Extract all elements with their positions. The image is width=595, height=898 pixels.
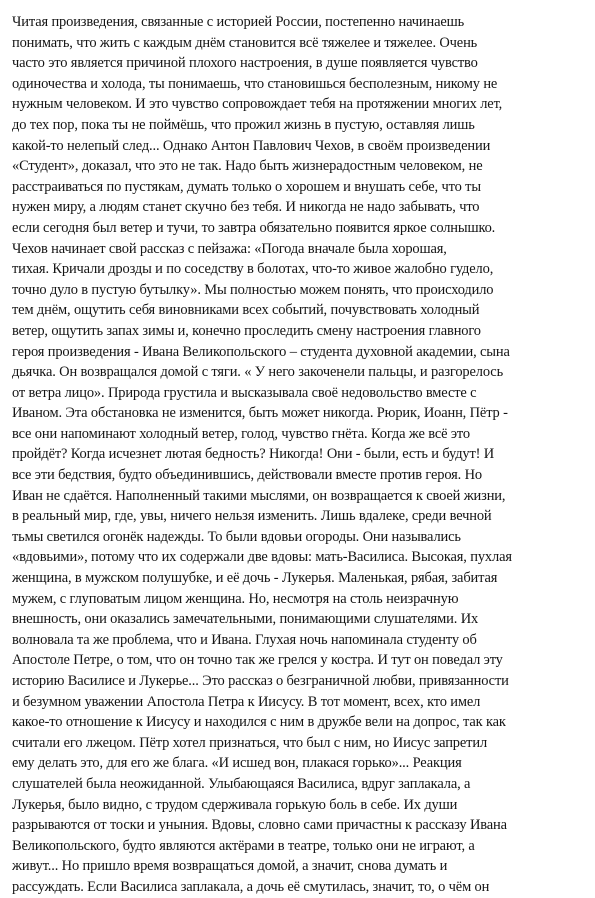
text-line: Великопольского, будто являются актёрами в театре, только они не играют, а (12, 837, 475, 854)
text-line: одиночества и холода, ты понимаешь, что становишься бесполезным, никому не (12, 75, 498, 92)
text-line: «Студент», доказал, что это не так. Надо быть жизнерадостным человеком, не (12, 158, 483, 175)
text-line: считали его лжецом. Пётр хотел признаться, что был с ним, но Иисус запретил (12, 734, 488, 751)
text-line: какой-то нелепый след... Однако Антон Павлович Чехов, в своём произведении (12, 137, 491, 154)
text-line: все они напоминают холодный ветер, голод, чувство гнёта. Когда же всё это (12, 425, 470, 442)
text-line: Иван не сдаётся. Наполненный такими мыслями, он возвращается к своей жизни, (12, 487, 506, 504)
text-line: живут... Но пришло время возвращаться домой, а значит, снова думать и (12, 858, 448, 875)
text-line: рассуждать. Если Василиса заплакала, а дочь её смутилась, значит, то, о чём он (12, 878, 490, 895)
essay-text (12, 12, 592, 898)
text-line: и безумном уважении Апостола Петра к Иисусу. В тот момент, всех, кто имел (12, 693, 481, 710)
text-line: Лукерья, было видно, с трудом сдерживала горькую боль в себе. Их души (12, 796, 458, 813)
text-line: Чехов начинает свой рассказ с пейзажа: «Погода вначале была хорошая, (12, 240, 447, 257)
text-line: слушателей была неожиданной. Улыбающаяся Василиса, вдруг заплакала, а (12, 775, 471, 792)
text-line: героя произведения - Ивана Великопольского – студента духовной академии, сына (12, 343, 510, 360)
text-line: все эти бедствия, будто объединившись, действовали вместе против героя. Но (12, 467, 483, 484)
text-line: мужем, с глуповатым лицом женщина. Но, несмотря на столь неизрачную (12, 590, 459, 607)
text-line: если сегодня был ветер и тучи, то завтра обязательно появится яркое солнышко. (12, 219, 496, 236)
text-line: от ветра лицо». Природа грустила и высказывала своё недовольство вместе с (12, 384, 477, 401)
text-line: до тех пор, пока ты не поймёшь, что прожил жизнь в пустую, оставляя лишь (12, 116, 475, 133)
text-line: нужен миру, а людям станет скучно без тебя. И никогда не надо забывать, что (12, 199, 480, 216)
text-line: Иваном. Эта обстановка не изменится, быть может никогда. Рюрик, Иоанн, Пётр - (12, 405, 508, 422)
text-line: тем днём, ощутить себя виновниками всех событий, почувствовать холодный (12, 302, 480, 319)
text-line: часто это является причиной плохого настроения, в душе появляется чувство (12, 55, 478, 72)
text-line: пройдёт? Когда исчезнет лютая бедность? Никогда! Они - были, есть и будут! И (12, 446, 495, 463)
text-line: Апостоле Петре, о том, что он точно так же грелся у костра. И тут он поведал эту (12, 652, 503, 669)
text-line: тихая. Кричали дрозды и по соседству в болотах, что-то живое жалобно гудело, (12, 261, 494, 278)
text-line: ему делать это, для его же блага. «И исшед вон, плакася горько»... Реакция (12, 755, 462, 772)
text-line: понимать, что жить с каждым днём становится всё тяжелее и тяжелее. Очень (12, 34, 478, 51)
text-line: ветер, ощутить запах зимы и, конечно проследить смену настроения главного (12, 322, 481, 339)
text-line: какое-то отношение к Иисусу и находился с ним в дружбе вели на допрос, так как (12, 714, 506, 731)
text-line: волновала та же проблема, что и Ивана. Глухая ночь напоминала студенту об (12, 631, 477, 648)
text-line: «вдовьими», потому что их содержали две вдовы: мать-Василиса. Высокая, пухлая (12, 549, 512, 566)
text-line: тьмы светился огонёк надежды. То были вдовьи огороды. Они назывались (12, 528, 461, 545)
text-line: Читая произведения, связанные с историей России, постепенно начинаешь (12, 14, 465, 30)
text-line: в реальный мир, где, увы, ничего нельзя изменить. Лишь вдалеке, среди вечной (12, 508, 492, 525)
text-line: внешность, они оказались замечательными, понимающими слушателями. Их (12, 611, 479, 628)
text-line: дьячка. Он возвращался домой с тяги. « У него закоченели пальцы, и разгорелось (12, 364, 504, 381)
text-line: разрываются от тоски и уныния. Вдовы, словно сами причастны к рассказу Ивана (12, 817, 507, 834)
text-line: точно дуло в пустую бутылку». Мы полностью можем понять, что происходило (12, 281, 494, 298)
text-line: расстраиваться по пустякам, думать только о хорошем и внушать себе, что ты (12, 178, 481, 195)
text-line: женщина, в мужском полушубке, и её дочь - Лукерья. Маленькая, рябая, забитая (12, 570, 498, 587)
text-line: нужным человеком. И это чувство сопровождает тебя на протяжении многих лет, (12, 96, 503, 113)
text-line: историю Василисе и Лукерье... Это рассказ о безграничной любви, привязанности (12, 673, 509, 689)
